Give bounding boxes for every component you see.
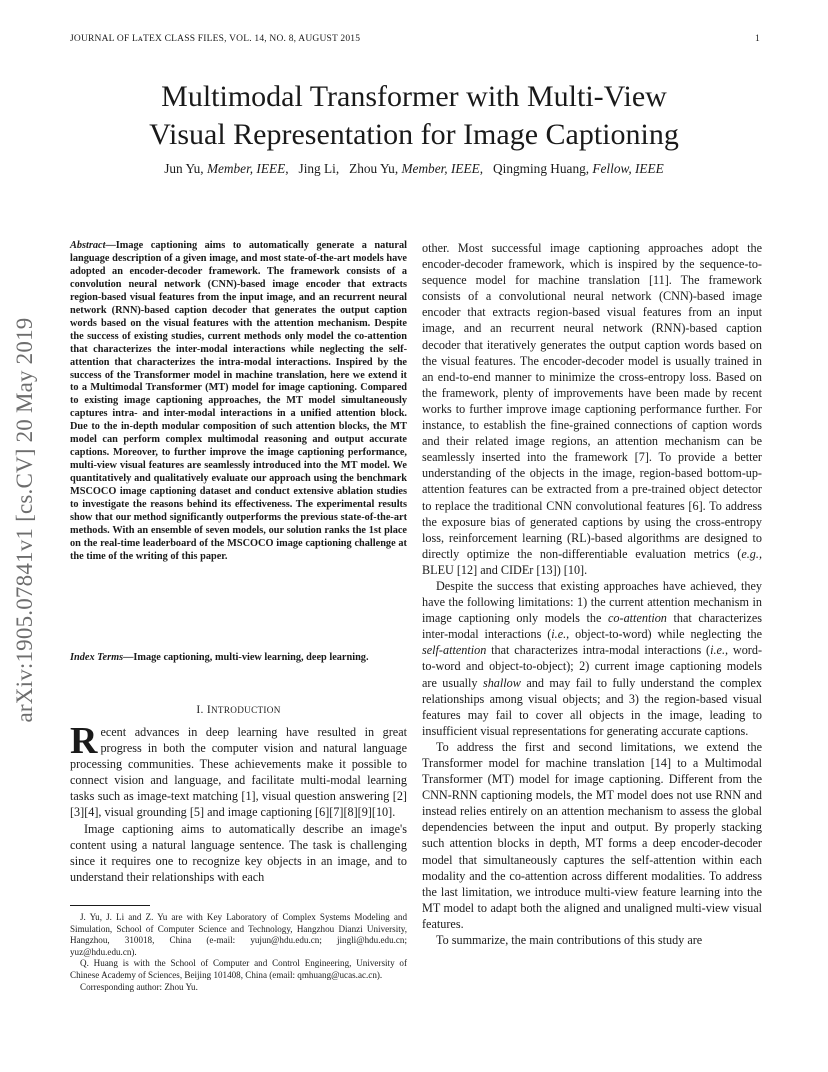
right-p2-shallow: shallow [482,675,521,690]
right-p2-d: that characterizes intra-modal interactions ( [486,643,711,658]
arxiv-id: arXiv:1905.07841v1 [cs.CV] 20 May 2019 [12,317,37,723]
right-paragraph-1 [422,240,762,578]
right-p2-ie-2: i.e., [710,643,729,658]
author-2: Jing Li, [298,161,340,176]
right-p2-ie-1: i.e., [551,627,570,642]
author-1: Jun Yu, [164,161,204,176]
running-header [70,34,760,48]
index-terms [70,652,407,665]
footnote-affiliation-2: Q. Huang is with the School of Computer and Control Engineering, University of Chinese Academy of Sciences, Beijing 101408, China (email: qmhuang@ucas.ac.cn). [70,958,407,980]
author-4: Qingming Huang, [493,161,590,176]
dropcap-letter: R [70,720,98,762]
abstract [70,240,407,564]
section-title-rest: NTRODUCTION [210,705,281,715]
intro-paragraph-1 [70,720,407,821]
right-p2-c: object-to-word) while neglecting the [569,627,762,642]
intro-paragraph-1-text: ecent advances in deep learning have resulted in great progress in both the computer vision and natural language processing communities. These achievements make it possible to connect vision and language, and facilitate multi-modal learning tasks such as image-text matching [1], visual question answering [2][3][4], visual grounding [5] and image captioning [6][7][8][9][10]. [70,725,407,820]
title-line-1: Multimodal Transformer with Multi-View [161,80,667,113]
right-column-text [422,240,762,948]
right-paragraph-4: To summarize, the main contributions of this study are [436,933,703,948]
author-3-role: Member, IEEE [401,161,480,176]
right-paragraph-2 [422,578,762,739]
index-terms-label: Index Terms [70,652,124,663]
right-p2-e: word-to-word and object-to-object); 2) current image captioning models are usually [422,643,763,690]
abstract-label: Abstract [70,240,106,251]
right-p1-text: other. Most successful image captioning approaches adopt the encoder-decoder framework, which is inspired by the sequence-to-sequence model for machine translation [11]. The framework consists of a convolutional neural network (CNN)-based image encoder that extracts region-based visual features from an input image, and an recurrent neural network (RNN)-based caption decoder that iteratively generates the output caption words based on the visual features. The encoder-decoder model is usually trained in an end-to-end manner to minimize the cross-entropy loss. Based on the framework, plenty of improvements have been made by recent works to further improve image captioning performance further. For instance, to establish the fine-grained connections of caption words and their related image regions, an attention mechanism can be seamlessly inserted into the framework [7]. To provide a better understanding of the objects in the image, region-based bottom-up-attention features can be extracted from a pre-trained object detector to replace the traditional CNN convolutional features [6]. To address the exposure bias of generated captions by using the cross-entropy loss, reinforcement learning (RL)-based algorithms are designed to directly optimize the non-differentiable evaluation metrics ( [422,241,762,561]
right-p1-end: BLEU [12] and CIDEr [13]) [10]. [422,562,588,577]
author-list: Jun Yu, Member, IEEE, Jing Li, Zhou Yu, Member, IEEE, Qingming Huang, Fellow, IEEE [164,161,664,176]
author-1-role: Member, IEEE [206,161,286,176]
index-terms-text: —Image captioning, multi-view learning, deep learning. [123,652,369,663]
footnotes [70,912,407,993]
paper-title [60,78,768,154]
title-line-2: Visual Representation for Image Captioning [149,118,679,151]
section-heading-introduction [70,704,407,716]
intro-paragraph-2: Image captioning aims to automatically describe an image's content using a natural language sentence. The task is challenging since it requires one to recognize key objects in an image, and to understand their relationships with each [70,821,407,884]
section-number: I. [196,704,204,716]
right-p2-a: Despite the success that existing approaches have achieved, they have the following limitations: 1) the current attention mechanism in image captioning only models the [422,578,762,626]
footnote-affiliation-1: J. Yu, J. Li and Z. Yu are with Key Laboratory of Complex Systems Modeling and Simulation, School of Computer Science and Technology, Hangzhou Dianzi University, Hangzhou, 310018, China (e-mail: yujun@hdu.edu.cn; jingli@hdu.edu.cn; yuz@hdu.edu.cn). [70,912,407,957]
right-p2-selfattention: self-attention [422,643,487,658]
right-p1-eg: e.g., [741,546,762,561]
journal-name: JOURNAL OF LᴀTEX CLASS FILES, VOL. 14, NO. 8, AUGUST 2015 [70,34,361,44]
abstract-text: —Image captioning aims to automatically generate a natural language description of a given image, and most state-of-the-art models have adopted an encoder-decoder framework. The framework consists of a convolution neural network (CNN)-based image encoder that extracts region-based visual features from the input image, and an recurrent neural network (RNN)-based caption decoder that generates the output caption words based on the visual features with the attention mechanism. Despite the success of existing studies, current methods only model the co-attention that characterizes the inter-modal interactions while neglecting the self-attention that characterizes the intra-modal interactions. Inspired by the success of the Transformer model in machine translation, here we extend it to a Multimodal Transformer (MT) model for image captioning. Compared to existing image captioning approaches, the MT model simultaneously captures intra- and inter-modal interactions in a unified attention block. Due to the in-depth modular composition of such attention blocks, the MT model can perform complex multimodal reasoning and output accurate captions. Moreover, to further improve the image captioning performance, multi-view visual features are seamlessly introduced into the MT model. We quantitatively and qualitatively evaluate our approach using the benchmark MSCOCO image captioning dataset and conduct extensive ablation studies to investigate the reasons behind its effectiveness. The experimental results show that our method significantly outperforms the previous state-of-the-art methods. With an ensemble of seven models, our solution ranks the 1st place on the real-time leaderboard of the MSCOCO image captioning challenge at the time of the writing of this paper. [70,240,407,562]
footnote-rule [70,905,150,906]
section-title-first: I [206,704,211,716]
author-4-role: Fellow, IEEE [592,161,664,176]
arxiv-watermark [6,280,44,760]
right-paragraph-3: To address the first and second limitations, we extend the Transformer model for machine translation [14] to a Multimodal Transformer (MT) model for image captioning. Different from the CNN-RNN captioning models, the MT model does not use RNN and instead relies entirely on an attention mechanism to assess the global dependencies between the input and output. By properly stacking such attention blocks in depth, MT forms a deep encoder-decoder model that simultaneously captures the self-attention within each modality and the co-attention across different modalities. To address the last limitation, we introduce multi-view feature learning into the MT model to adapt both the aligned and unaligned multi-view visual features. [422,739,762,931]
page-number: 1 [755,34,760,44]
right-p2-coattention: co-attention [608,611,667,626]
right-p2-b: that characterizes inter-modal interactions ( [422,611,762,642]
author-3: Zhou Yu, [349,161,399,176]
introduction-text [70,720,407,885]
footnote-corresponding: Corresponding author: Zhou Yu. [80,981,198,992]
right-p2-f: and may fail to fully understand the complex relationships among visual objects; and 3) the region-based visual features may fail to cover all objects in the image, leading to insufficient visual representations for generating accurate captions. [422,675,762,738]
